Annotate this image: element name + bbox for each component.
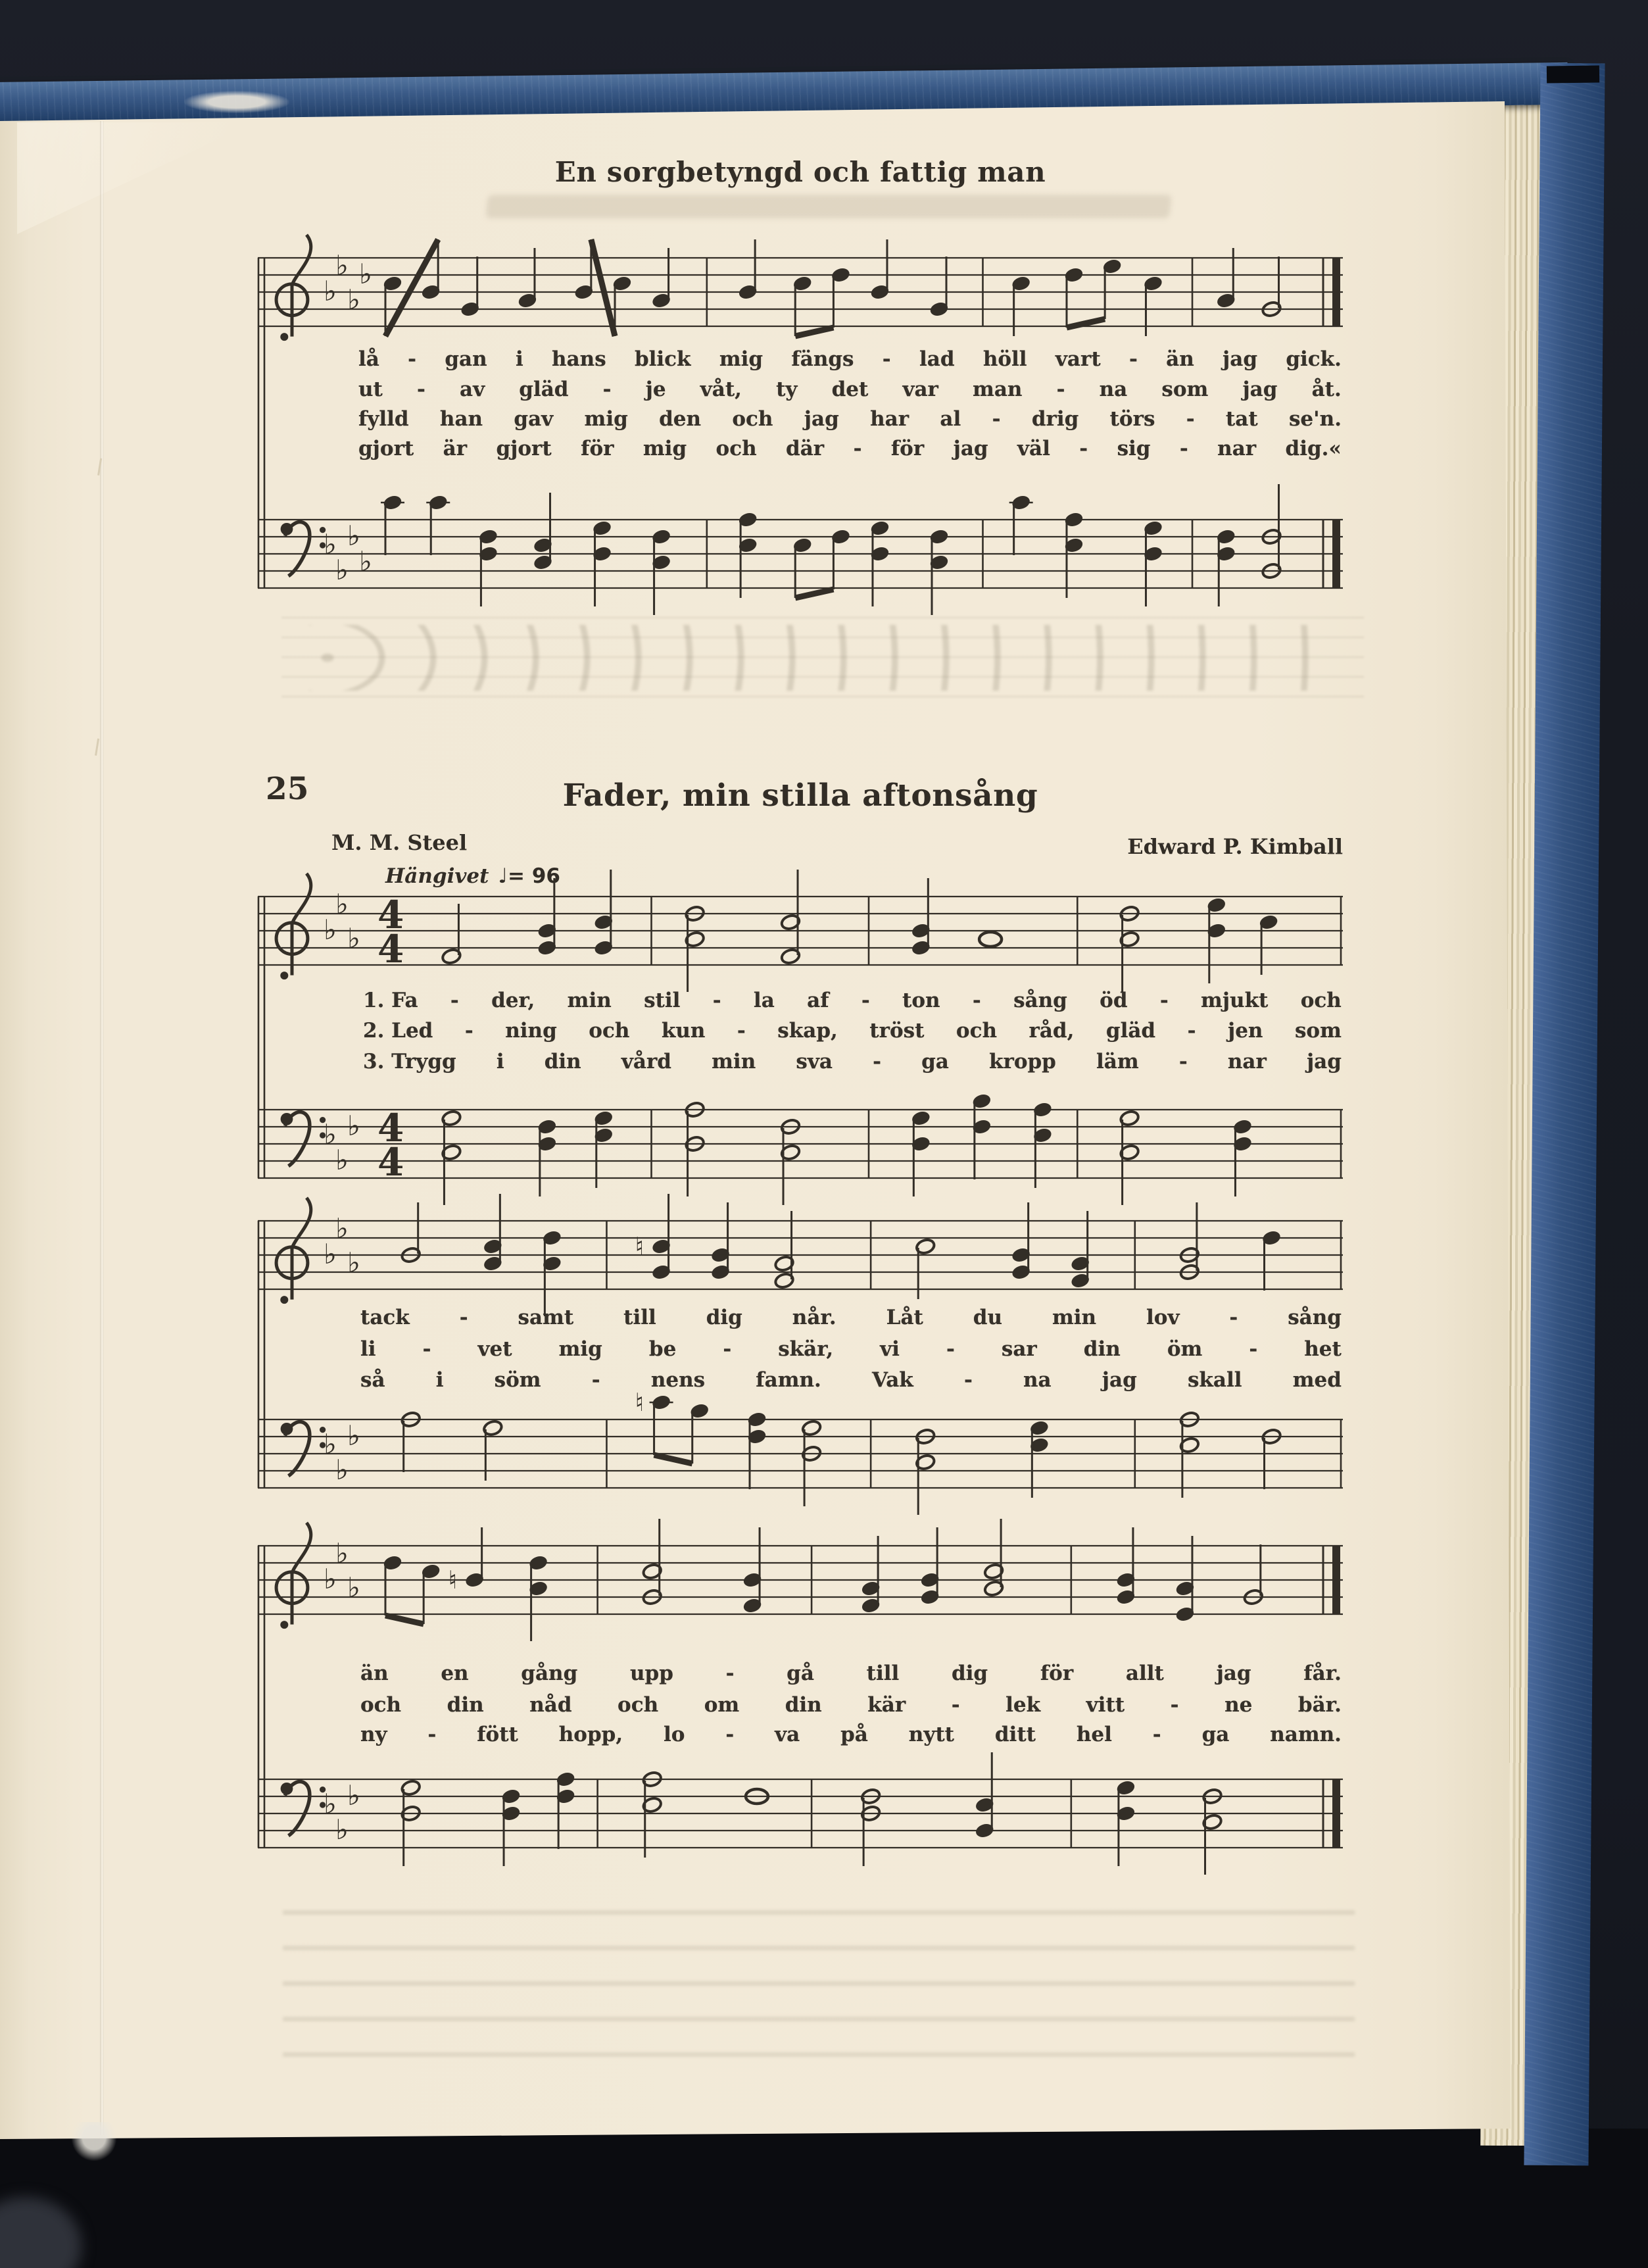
syllable: din	[544, 1050, 581, 1073]
syllable: kun	[661, 1019, 706, 1043]
syllable-hyphen: -	[737, 1019, 746, 1043]
svg-text:♮: ♮	[635, 1232, 644, 1261]
syllable: din	[785, 1693, 822, 1717]
syllable: och	[956, 1019, 997, 1043]
syllable: och	[360, 1693, 402, 1717]
svg-text:♭: ♭	[347, 520, 360, 552]
svg-text:♭: ♭	[324, 1563, 337, 1595]
syllable: fött	[477, 1723, 518, 1746]
svg-text:4: 4	[377, 893, 404, 937]
syllable-hyphen: -	[1128, 347, 1138, 371]
syllable-hyphen: -	[459, 1306, 468, 1329]
syllable: hel	[1076, 1723, 1112, 1746]
syllable: i	[496, 1050, 504, 1073]
syllable-hyphen: -	[946, 1337, 955, 1361]
syllable-hyphen: -	[725, 1723, 735, 1746]
syllable: al	[940, 407, 961, 431]
syllable: min	[567, 989, 612, 1012]
syllable-hyphen: -	[873, 1050, 881, 1073]
svg-text:♭: ♭	[347, 1246, 360, 1279]
syllable: be	[648, 1337, 677, 1361]
syllable-hyphen: -	[602, 378, 612, 401]
syllable: når.	[792, 1306, 836, 1329]
syllable: din	[1083, 1337, 1121, 1361]
syllable: jag	[1306, 1050, 1342, 1073]
syllable-hyphen: -	[417, 378, 425, 401]
syllable: mig	[558, 1337, 602, 1361]
svg-text:♭: ♭	[335, 1813, 349, 1846]
syllable-hyphen: -	[1178, 1050, 1188, 1073]
syllable: der,	[491, 989, 535, 1012]
syllable: läm	[1096, 1050, 1139, 1073]
syllable: sar	[1001, 1337, 1037, 1361]
syllable: stil	[644, 989, 681, 1012]
syllable: bär.	[1297, 1693, 1342, 1717]
syllable: i	[515, 347, 523, 371]
syllable: dig	[951, 1662, 988, 1685]
syllable: där	[786, 437, 825, 460]
svg-text:♭: ♭	[335, 1454, 349, 1486]
syllable: om	[704, 1693, 740, 1717]
svg-text:♭: ♭	[347, 922, 360, 954]
syllable: 1. Fa	[363, 989, 418, 1012]
syllable: ny	[360, 1723, 387, 1746]
syllable: va	[775, 1723, 800, 1746]
music-system-hymn25-system-3	[253, 1490, 1350, 1904]
syllable: lov	[1146, 1306, 1180, 1329]
syllable: ga	[1201, 1723, 1230, 1746]
svg-text:♭: ♭	[335, 554, 349, 586]
syllable-hyphen: -	[464, 1019, 473, 1043]
syllable: söm	[494, 1368, 541, 1392]
syllable: Låt	[886, 1306, 923, 1329]
syllable: drig	[1031, 407, 1079, 431]
syllable: en	[441, 1662, 469, 1685]
syllable: lo	[664, 1723, 685, 1746]
syllable: än	[1166, 347, 1194, 371]
syllable: ty	[776, 378, 798, 401]
svg-text:♭: ♭	[324, 914, 337, 946]
syllable: samt	[518, 1306, 574, 1329]
syllable: tack	[360, 1306, 410, 1329]
hymn-number: 25	[266, 771, 309, 807]
syllable: för	[581, 437, 614, 460]
syllable: sva	[796, 1050, 833, 1073]
syllable: mig	[719, 347, 763, 371]
syllable: dig	[706, 1306, 742, 1329]
syllable: min	[712, 1050, 756, 1073]
syllable: sig	[1117, 437, 1151, 460]
syllable: ditt	[994, 1723, 1036, 1746]
syllable: jag	[804, 407, 839, 431]
syllable: gläd	[1105, 1019, 1156, 1043]
syllable: skall	[1187, 1368, 1242, 1392]
syllable: vi	[880, 1337, 900, 1361]
syllable: och	[1300, 989, 1342, 1012]
svg-text:♮: ♮	[635, 1388, 644, 1417]
syllable: na	[1023, 1368, 1052, 1392]
syllable: och	[715, 437, 757, 460]
syllable: höll	[982, 347, 1027, 371]
syllable-hyphen: -	[992, 407, 1001, 431]
syllable: nar	[1227, 1050, 1267, 1073]
syllable: åt.	[1311, 378, 1342, 401]
syllable: ut	[358, 378, 383, 401]
syllable: vitt	[1086, 1693, 1125, 1717]
syllable-hyphen: -	[1056, 378, 1065, 401]
syllable: jag	[953, 437, 988, 460]
syllable: råd,	[1029, 1019, 1075, 1043]
syllable: min	[1052, 1306, 1097, 1329]
syllable: jag	[1242, 378, 1278, 401]
syllable: allt	[1125, 1662, 1164, 1685]
syllable: din	[447, 1693, 484, 1717]
syllable: jag	[1216, 1662, 1251, 1685]
syllable: gjort	[358, 437, 414, 460]
svg-text:♭: ♭	[335, 888, 349, 920]
syllable: som	[1161, 378, 1209, 401]
syllable: som	[1294, 1019, 1342, 1043]
hymn-title: Fader, min stilla aftonsång	[562, 777, 1038, 814]
syllable-hyphen: -	[951, 1693, 960, 1717]
syllable: öm	[1167, 1337, 1203, 1361]
syllable: na	[1099, 378, 1128, 401]
syllable: famn.	[756, 1368, 821, 1392]
syllable: vart	[1055, 347, 1101, 371]
svg-text:♭: ♭	[324, 528, 337, 560]
svg-text:♭: ♭	[347, 284, 360, 316]
syllable: la	[753, 989, 775, 1012]
syllable: jag	[1223, 347, 1258, 371]
syllable-hyphen: -	[422, 1337, 431, 1361]
svg-text:♭: ♭	[359, 258, 372, 290]
syllable: ga	[921, 1050, 949, 1073]
syllable: lek	[1006, 1693, 1041, 1717]
syllable-hyphen: -	[1187, 1019, 1196, 1043]
syllable: li	[360, 1337, 376, 1361]
syllable: vet	[477, 1337, 512, 1361]
syllable: man	[973, 378, 1023, 401]
syllable: lå	[358, 347, 379, 371]
syllable-hyphen: -	[853, 437, 862, 460]
syllable-hyphen: -	[1249, 1337, 1258, 1361]
svg-text:♭: ♭	[347, 1110, 360, 1142]
syllable: sång	[1013, 989, 1067, 1012]
lyricist-credit: M. M. Steel	[331, 830, 468, 855]
syllable: våt,	[700, 378, 742, 401]
svg-text:♭: ♭	[324, 1118, 337, 1150]
syllable: mig	[584, 407, 628, 431]
syllable: lad	[919, 347, 955, 371]
syllable: öd	[1100, 989, 1128, 1012]
svg-text:♭: ♭	[335, 249, 349, 282]
syllable: du	[973, 1306, 1002, 1329]
svg-text:♭: ♭	[347, 1779, 360, 1812]
syllable-hyphen: -	[1229, 1306, 1238, 1329]
svg-text:♭: ♭	[324, 1788, 337, 1820]
svg-text:4: 4	[377, 1106, 404, 1150]
syllable: så	[360, 1368, 385, 1392]
syllable: för	[1040, 1662, 1074, 1685]
syllable: väl	[1017, 437, 1050, 460]
syllable: tröst	[869, 1019, 925, 1043]
syllable: fängs	[791, 347, 854, 371]
syllable: är	[443, 437, 468, 460]
svg-text:4: 4	[377, 927, 404, 972]
syllable-hyphen: -	[725, 1662, 735, 1685]
syllable-hyphen: -	[450, 989, 459, 1012]
quarter-note-icon: ♩	[498, 864, 508, 888]
syllable-hyphen: -	[427, 1723, 437, 1746]
syllable: vård	[621, 1050, 671, 1073]
syllable: fylld	[358, 407, 409, 431]
syllable: det	[831, 378, 869, 401]
syllable: kropp	[989, 1050, 1056, 1073]
syllable: gjort	[496, 437, 552, 460]
syllable: nar	[1217, 437, 1257, 460]
syllable: gick.	[1286, 347, 1342, 371]
syllable: je	[645, 378, 666, 401]
syllable: han	[439, 407, 483, 431]
syllable-hyphen: -	[1159, 989, 1169, 1012]
syllable: hopp,	[558, 1723, 623, 1746]
syllable: blick	[634, 347, 691, 371]
syllable-hyphen: -	[723, 1337, 732, 1361]
syllable: skap,	[777, 1019, 838, 1043]
syllable: till	[866, 1662, 900, 1685]
syllable: Vak	[872, 1368, 913, 1392]
syllable: ne	[1224, 1693, 1253, 1717]
syllable-hyphen: -	[1079, 437, 1088, 460]
svg-text:♭: ♭	[347, 1571, 360, 1604]
syllable: mjukt	[1201, 989, 1269, 1012]
syllable: på	[840, 1723, 868, 1746]
syllable: ning	[505, 1019, 557, 1043]
syllable: upp	[629, 1662, 673, 1685]
syllable: och	[732, 407, 773, 431]
syllable: af	[807, 989, 829, 1012]
syllable: och	[618, 1693, 659, 1717]
syllable: gav	[514, 407, 554, 431]
syllable: gläd	[519, 378, 569, 401]
syllable: 2. Led	[363, 1019, 433, 1043]
syllable-hyphen: -	[1152, 1723, 1161, 1746]
syllable: het	[1304, 1337, 1342, 1361]
svg-text:♮: ♮	[448, 1565, 458, 1594]
svg-text:♭: ♭	[324, 1238, 337, 1270]
syllable: var	[902, 378, 938, 401]
syllable-hyphen: -	[861, 989, 870, 1012]
svg-text:♭: ♭	[335, 1212, 349, 1245]
syllable: sång	[1288, 1306, 1342, 1329]
music-system-hymn25-system-2	[253, 1165, 1350, 1544]
syllable: jen	[1227, 1019, 1263, 1043]
syllable: skär,	[778, 1337, 834, 1361]
syllable-hyphen: -	[712, 989, 721, 1012]
syllable-hyphen: -	[1186, 407, 1195, 431]
syllable: jag	[1102, 1368, 1137, 1392]
syllable: gan	[445, 347, 487, 371]
syllable: får.	[1303, 1662, 1342, 1685]
syllable-hyphen: -	[882, 347, 891, 371]
svg-text:♭: ♭	[324, 1428, 337, 1460]
music-system-top-hymn-system	[253, 202, 1350, 644]
syllable: den	[659, 407, 702, 431]
syllable: med	[1292, 1368, 1342, 1392]
syllable-hyphen: -	[1179, 437, 1188, 460]
syllable: ton	[902, 989, 940, 1012]
tempo-value: = 96	[508, 864, 560, 888]
syllable-hyphen: -	[591, 1368, 600, 1392]
svg-text:♭: ♭	[359, 545, 372, 578]
syllable: hans	[552, 347, 606, 371]
syllable: nåd	[529, 1693, 572, 1717]
syllable: tat	[1225, 407, 1258, 431]
svg-text:♭: ♭	[347, 1419, 360, 1452]
syllable: än	[360, 1662, 389, 1685]
syllable: törs	[1109, 407, 1155, 431]
syllable: för	[890, 437, 925, 460]
svg-text:4: 4	[377, 1140, 404, 1185]
syllable: se'n.	[1288, 407, 1342, 431]
tempo-label: Hängivet	[385, 864, 489, 888]
svg-text:♭: ♭	[335, 1537, 349, 1569]
composer-credit: Edward P. Kimball	[1127, 834, 1343, 859]
syllable: namn.	[1270, 1723, 1342, 1746]
syllable-hyphen: -	[972, 989, 981, 1012]
syllable: nens	[650, 1368, 706, 1392]
svg-text:♭: ♭	[324, 275, 337, 307]
continued-hymn-title: En sorgbetyngd och fattig man	[554, 156, 1046, 188]
syllable: kär	[867, 1693, 906, 1717]
syllable: i	[435, 1368, 444, 1392]
syllable: har	[870, 407, 909, 431]
syllable: gång	[521, 1662, 578, 1685]
syllable: gå	[787, 1662, 814, 1685]
syllable: till	[623, 1306, 656, 1329]
syllable-hyphen: -	[408, 347, 417, 371]
syllable: nytt	[908, 1723, 954, 1746]
svg-text:♭: ♭	[335, 1144, 349, 1176]
syllable: mig	[642, 437, 687, 460]
syllable: och	[589, 1019, 630, 1043]
syllable-hyphen: -	[963, 1368, 973, 1392]
syllable: av	[460, 378, 485, 401]
syllable: dig.«	[1285, 437, 1342, 460]
syllable-hyphen: -	[1170, 1693, 1179, 1717]
syllable: 3. Trygg	[363, 1050, 456, 1073]
